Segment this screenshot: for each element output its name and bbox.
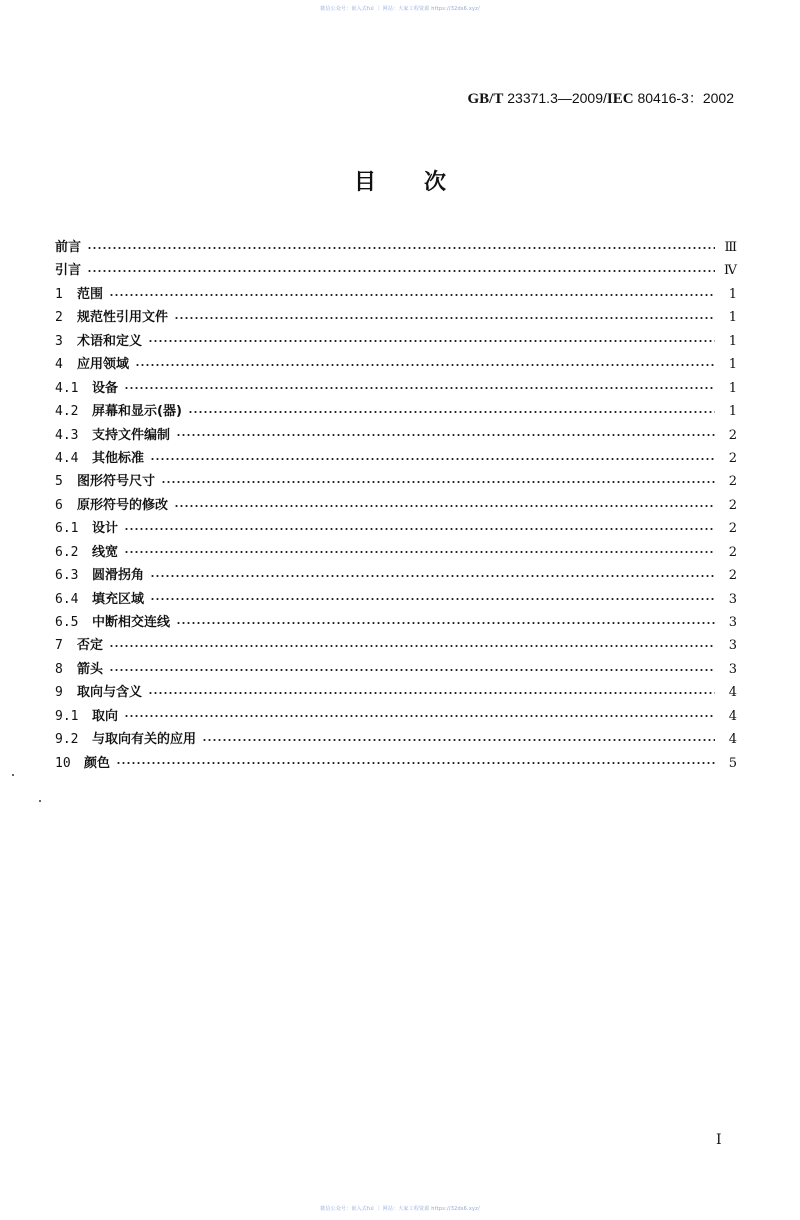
toc-entry-page: 2 (728, 497, 737, 513)
toc-entry[interactable] (55, 658, 737, 681)
toc-entry-number: 3 (55, 333, 63, 349)
toc-entry-page: 3 (728, 591, 737, 607)
dot-leader (174, 503, 715, 509)
toc-entry-number: 2 (55, 310, 63, 326)
toc-entry[interactable] (55, 236, 737, 259)
toc-entry-title: 应用领域 (77, 357, 130, 373)
dot-leader (116, 760, 715, 766)
dot-leader (109, 643, 715, 649)
toc-entry-number: 9 (55, 685, 63, 701)
toc-entry-page: 1 (728, 286, 737, 302)
toc-entry-title: 屏幕和显示(器) (92, 404, 182, 420)
toc-entry-page: 2 (728, 544, 737, 560)
toc-entry[interactable] (55, 588, 737, 611)
dot-leader (124, 385, 715, 391)
toc-entry-number: 4.2 (55, 404, 79, 420)
toc-entry-title: 设备 (92, 380, 119, 396)
toc-entry[interactable] (55, 306, 737, 329)
toc-entry-title: 其他标准 (92, 450, 145, 466)
toc-entry-title: 设计 (92, 521, 119, 537)
toc-entry-number: 10 (55, 755, 71, 771)
toc-entry[interactable] (55, 353, 737, 376)
toc-entry-title: 取向与含义 (77, 685, 143, 701)
toc-entry-page: 2 (728, 568, 737, 584)
toc-entry-number: 6.1 (55, 521, 79, 537)
toc-entry-number: 6.2 (55, 544, 79, 560)
toc-entry-title: 前言 (55, 240, 82, 255)
toc-entry-page: 1 (728, 380, 737, 396)
dot-leader (87, 245, 715, 251)
dot-leader (202, 737, 715, 743)
toc-entry-number: 4.3 (55, 427, 79, 443)
toc-entry-page: 1 (728, 404, 737, 420)
dot-leader (150, 596, 715, 602)
toc-entry-title: 线宽 (92, 544, 119, 560)
toc-entry-page: Ⅳ (724, 263, 737, 279)
toc-entry-number: 6.5 (55, 615, 79, 630)
toc-entry-number: 5 (55, 474, 63, 490)
toc-entry[interactable] (55, 447, 737, 470)
toc-entry[interactable] (55, 611, 737, 634)
toc-entry[interactable] (55, 400, 737, 423)
toc-entry-title: 术语和定义 (77, 333, 143, 349)
dot-leader (150, 573, 715, 579)
toc-entry-title: 范围 (77, 286, 104, 302)
toc-entry-title: 支持文件编制 (92, 427, 171, 443)
toc-entry[interactable] (55, 517, 737, 540)
scan-speck (12, 774, 14, 776)
toc-entry-title: 引言 (55, 263, 82, 279)
dot-leader (161, 479, 715, 485)
dot-leader (124, 526, 715, 532)
scan-speck (39, 800, 41, 802)
standard-code (468, 88, 735, 108)
dot-leader (109, 292, 715, 298)
std-number: 23371.3—2009/ (507, 90, 607, 106)
toc-entry-number: 8 (55, 661, 63, 677)
toc-entry-number: 1 (55, 286, 63, 302)
dot-leader (176, 620, 715, 626)
dot-leader (124, 549, 715, 555)
dot-leader (124, 713, 715, 719)
toc-entry[interactable] (55, 259, 737, 282)
watermark-bottom: 微信公众号：嵌入式ful ｜ 网站：大家工程资源 https://32ds6.xyz/ (320, 1206, 480, 1212)
toc-entry-number: 6.3 (55, 568, 79, 584)
page-title: 目次 (353, 170, 494, 195)
toc-entry-page: Ⅲ (724, 240, 737, 255)
toc-entry[interactable] (55, 541, 737, 564)
toc-entry-title: 填充区域 (92, 591, 145, 607)
toc-entry-number: 9.1 (55, 708, 79, 724)
dot-leader (109, 667, 715, 673)
toc-entry-page: 3 (728, 615, 737, 630)
toc-entry-page: 1 (728, 310, 737, 326)
toc-entry[interactable] (55, 283, 737, 306)
toc-entry-page: 4 (728, 732, 737, 748)
toc-entry[interactable] (55, 705, 737, 728)
toc-entry-page: 2 (728, 474, 737, 490)
dot-leader (87, 268, 715, 274)
toc-entry[interactable] (55, 377, 737, 400)
page-number: I (716, 1132, 722, 1148)
toc-entry[interactable] (55, 752, 737, 775)
toc-entry[interactable] (55, 728, 737, 751)
toc-entry-title: 箭头 (77, 661, 104, 677)
toc-entry-number: 9.2 (55, 732, 79, 748)
iec-prefix: IEC (606, 91, 634, 107)
dot-leader (148, 690, 715, 696)
toc-entry[interactable] (55, 564, 737, 587)
dot-leader (188, 409, 715, 415)
toc-entry-title: 否定 (77, 638, 104, 654)
toc-entry-title: 规范性引用文件 (77, 310, 169, 326)
toc-entry-title: 原形符号的修改 (77, 497, 169, 513)
toc-entry[interactable] (55, 634, 737, 657)
dot-leader (148, 338, 715, 344)
dot-leader (150, 456, 715, 462)
dot-leader (135, 362, 715, 368)
dot-leader (176, 432, 715, 438)
toc-entry-page: 2 (728, 521, 737, 537)
watermark-top: 微信公众号：嵌入式ful ｜ 网站：大家工程资源 https://32ds6.xyz/ (320, 6, 480, 12)
table-of-contents (55, 236, 737, 775)
iec-number: 80416-3：2002 (637, 90, 734, 106)
toc-entry[interactable] (55, 330, 737, 353)
toc-entry[interactable] (55, 424, 737, 447)
toc-entry-page: 1 (728, 333, 737, 349)
toc-entry-number: 4.1 (55, 380, 79, 396)
toc-entry-number: 6 (55, 497, 63, 513)
toc-entry-title: 圆滑拐角 (92, 568, 145, 584)
toc-entry-page: 3 (728, 661, 737, 677)
toc-entry-page: 3 (728, 638, 737, 654)
toc-entry-number: 6.4 (55, 591, 79, 607)
toc-entry-page: 2 (728, 427, 737, 443)
toc-entry-page: 4 (728, 708, 737, 724)
toc-entry[interactable] (55, 470, 737, 493)
toc-entry-page: 1 (728, 357, 737, 373)
toc-entry-page: 4 (728, 685, 737, 701)
toc-entry-number: 7 (55, 638, 63, 654)
toc-entry-title: 与取向有关的应用 (92, 732, 197, 748)
toc-entry-title: 图形符号尺寸 (77, 474, 156, 490)
toc-entry-title: 取向 (92, 708, 119, 724)
toc-entry-number: 4.4 (55, 450, 79, 466)
std-prefix: GB/T (467, 91, 504, 107)
toc-entry[interactable] (55, 494, 737, 517)
toc-entry-title: 中断相交连线 (92, 615, 171, 630)
toc-entry-number: 4 (55, 357, 63, 373)
dot-leader (174, 315, 715, 321)
toc-entry-page: 5 (728, 755, 737, 771)
toc-entry[interactable] (55, 681, 737, 704)
toc-entry-title: 颜色 (84, 755, 111, 771)
toc-entry-page: 2 (728, 450, 737, 466)
